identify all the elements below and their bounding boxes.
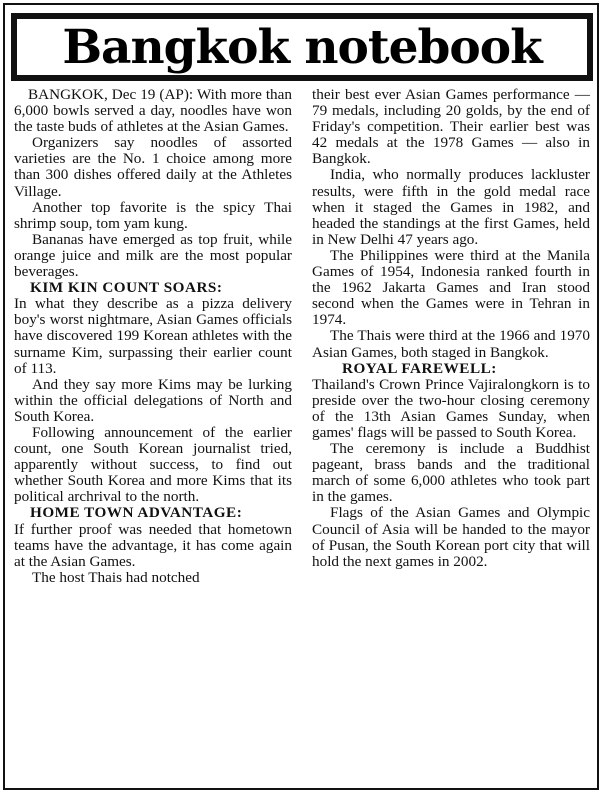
headline-box [11, 13, 593, 81]
paragraph: The host Thais had notched [32, 568, 200, 586]
paragraph: In what they describe as a pizza delivery boy's worst nightmare, Asian Games officials have discovered 199 Korean athletes with the surname Kim, surpassing their earlier count of 113. [14, 295, 292, 377]
section-kicker: HOME TOWN ADVANTAGE: [30, 504, 243, 522]
paragraph: If further proof was needed that hometown teams have the advantage, it has come again at the Asian Games. [14, 520, 292, 570]
paragraph: The Thais were third at the 1966 and 1970 Asian Games, both staged in Bangkok. [312, 327, 590, 361]
right-column [312, 87, 590, 570]
left-column [14, 87, 292, 586]
paragraph: Following announcement of the earlier count, one South Korean journalist tried, apparently without success, to find out whether South Korea and more Kims that its political archrival to the north. [14, 423, 292, 506]
paragraph: Thailand's Crown Prince Vajiralongkorn is to preside over the two-hour closing ceremony of the 13th Asian Games Sunday, when games' flags will be passed to South Korea. [312, 375, 590, 441]
paragraph: Another top favorite is the spicy Thai shrimp soup, tom yam kung. [14, 198, 292, 232]
headline: Bangkok notebook [62, 19, 542, 75]
headline-frame [16, 18, 588, 76]
paragraph: Bananas have emerged as top fruit, while orange juice and milk are the most popular beverages. [14, 230, 292, 281]
paragraph: their best ever Asian Games performance — 79 medals, including 20 golds, by the end of Friday's competition. Their earlier best was 42 medals at the 1978 Games — also in Bangkok. [312, 86, 590, 168]
paragraph: The Philippines were third at the Manila Games of 1954, Indonesia ranked fourth in the 1962 Jakarta Games and Iran stood second when the Games were in Tehran in 1974. [312, 246, 590, 329]
paragraph: The ceremony is include a Buddhist pageant, brass bands and the traditional march of some 6,000 athletes who took part in the games. [312, 440, 590, 506]
paragraph: Organizers say noodles of assorted varieties are the No. 1 choice among more than 300 dishes offered daily at the Athletes Village. [14, 134, 292, 200]
paragraph: India, who normally produces lackluster results, were fifth in the gold medal race when it staged the Games in 1982, and headed the standings at the first Games, held in New Delhi 47 years ago. [312, 166, 590, 248]
section-kicker: ROYAL FAREWELL: [342, 359, 497, 377]
section-kicker: KIM KIN COUNT SOARS: [30, 279, 223, 297]
paragraph: BANGKOK, Dec 19 (AP): With more than 6,000 bowls served a day, noodles have won the taste buds of athletes at the Asian Games. [14, 86, 292, 136]
paragraph: And they say more Kims may be lurking within the official delegations of North and South Korea. [14, 375, 292, 425]
paragraph: Flags of the Asian Games and Olympic Council of Asia will be handed to the mayor of Pusan, the South Korean port city that will hold the next games in 2002. [312, 504, 590, 570]
